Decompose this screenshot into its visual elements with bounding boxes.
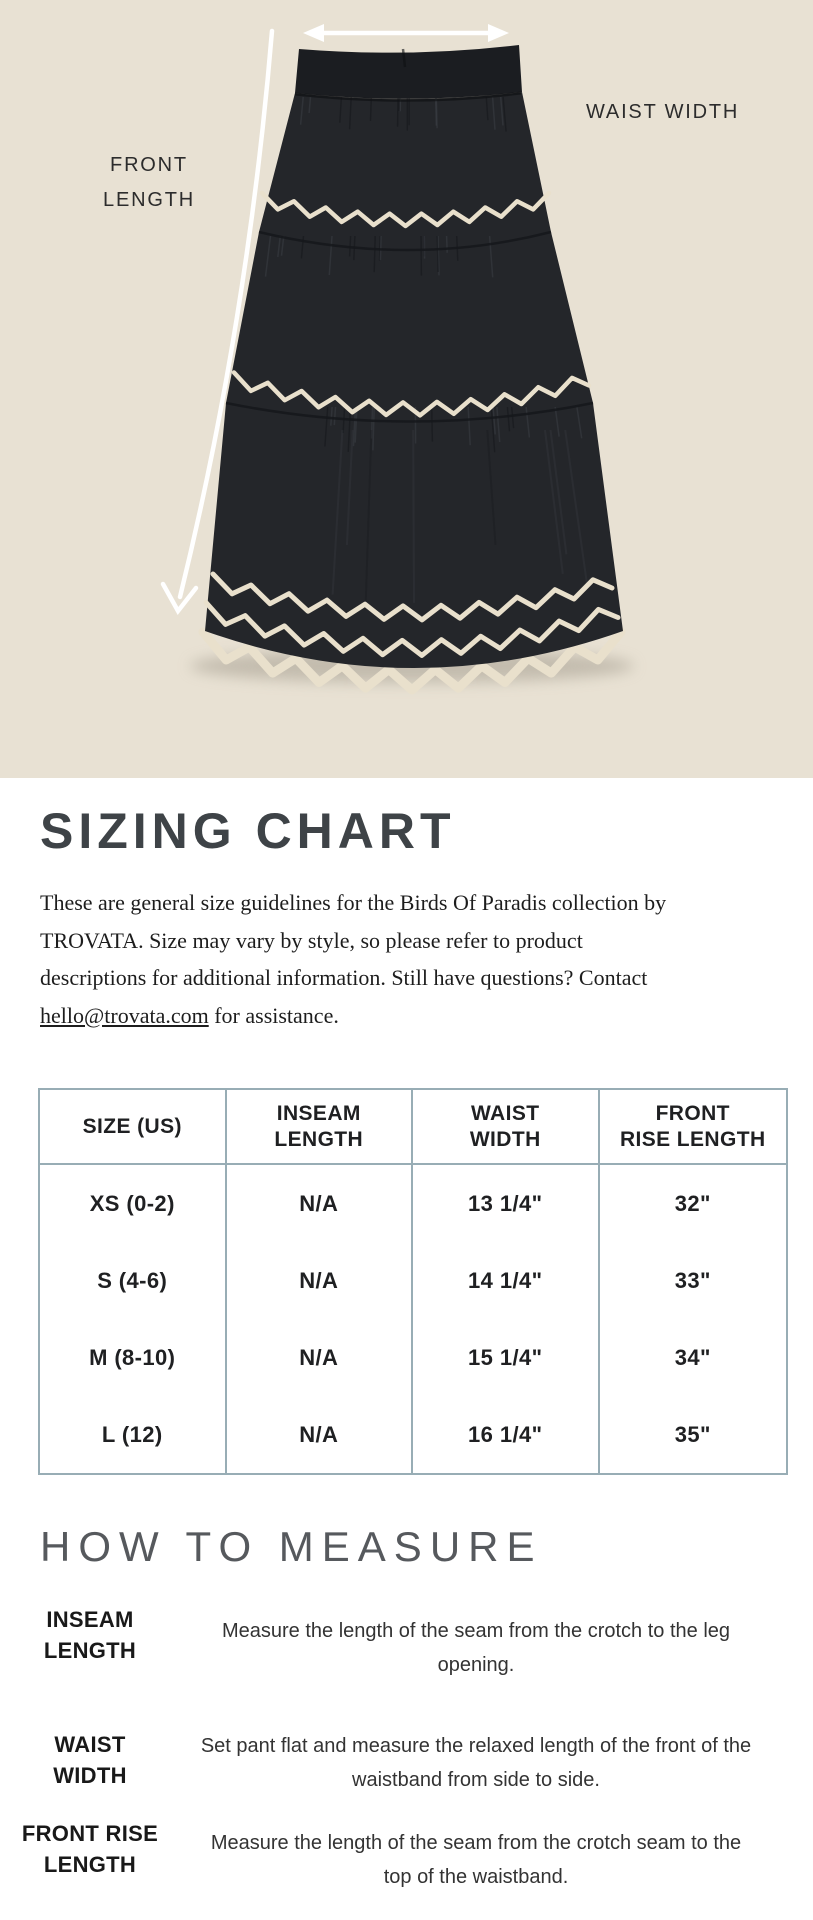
- measure-item-front-rise-length: [20, 1818, 792, 1894]
- measure-definition: Measure the length of the seam from the crotch to the leg opening.: [221, 1620, 731, 1676]
- how-to-measure-title: HOW TO MEASURE: [40, 1523, 543, 1570]
- intro-line: These are general size guidelines for the Birds Of Paradis collection by: [40, 890, 667, 915]
- measure-term: FRONT RISE LENGTH: [21, 1821, 159, 1877]
- measure-term: WAIST WIDTH: [53, 1732, 127, 1788]
- table-header-front-rise-length: FRONT RISE LENGTH: [600, 1090, 787, 1165]
- table-cell-waist: 16 1/4": [413, 1396, 600, 1473]
- table-header-size: SIZE (US): [40, 1090, 227, 1165]
- table-cell-size: M (8-10): [40, 1319, 227, 1396]
- measure-definition: Measure the length of the seam from the crotch seam to the top of the waistband.: [210, 1832, 742, 1888]
- sizing-intro-text: [40, 884, 788, 1034]
- table-cell-front-rise: 32": [674, 1190, 711, 1216]
- intro-line-tail: for assistance.: [208, 1002, 339, 1028]
- intro-line: descriptions for additional information. Still have questions? Contact: [40, 965, 648, 990]
- table-cell-inseam: N/A: [227, 1242, 414, 1319]
- front-length-label: FRONT LENGTH: [103, 154, 195, 211]
- product-hero: [0, 0, 813, 778]
- waist-width-arrow-icon: [303, 24, 509, 42]
- table-cell-size: S (4-6): [40, 1242, 227, 1319]
- table-cell-size: XS (0-2): [40, 1165, 227, 1242]
- size-table: [38, 1088, 788, 1475]
- table-cell-waist: 13 1/4": [413, 1165, 600, 1242]
- sizing-chart-title: SIZING CHART: [40, 803, 456, 859]
- table-cell-inseam: N/A: [227, 1319, 414, 1396]
- table-cell-size: L (12): [40, 1396, 227, 1473]
- table-cell-waist: 15 1/4": [413, 1319, 600, 1396]
- waistband: [295, 45, 522, 99]
- measure-term: INSEAM LENGTH: [43, 1607, 137, 1663]
- email-link[interactable]: hello@trovata.com: [40, 1002, 209, 1028]
- table-header-waist-width: WAIST WIDTH: [413, 1090, 600, 1165]
- measure-item-waist-width: [20, 1729, 792, 1797]
- waist-width-label: WAIST WIDTH: [586, 101, 740, 123]
- table-cell-waist: 14 1/4": [413, 1242, 600, 1319]
- intro-line: TROVATA. Size may vary by style, so please refer to product: [40, 927, 583, 953]
- measure-definition: Set pant flat and measure the relaxed length of the front of the waistband from side to side.: [200, 1735, 752, 1791]
- intro-line: [40, 997, 788, 1035]
- table-cell-front-rise: 35": [674, 1421, 711, 1447]
- table-cell-inseam: N/A: [227, 1396, 414, 1473]
- table-cell-front-rise: 33": [674, 1267, 711, 1293]
- table-cell-inseam: N/A: [227, 1165, 414, 1242]
- measure-item-inseam-length: [20, 1604, 792, 1682]
- table-header-inseam-length: INSEAM LENGTH: [227, 1090, 414, 1165]
- table-cell-front-rise: 34": [674, 1344, 711, 1370]
